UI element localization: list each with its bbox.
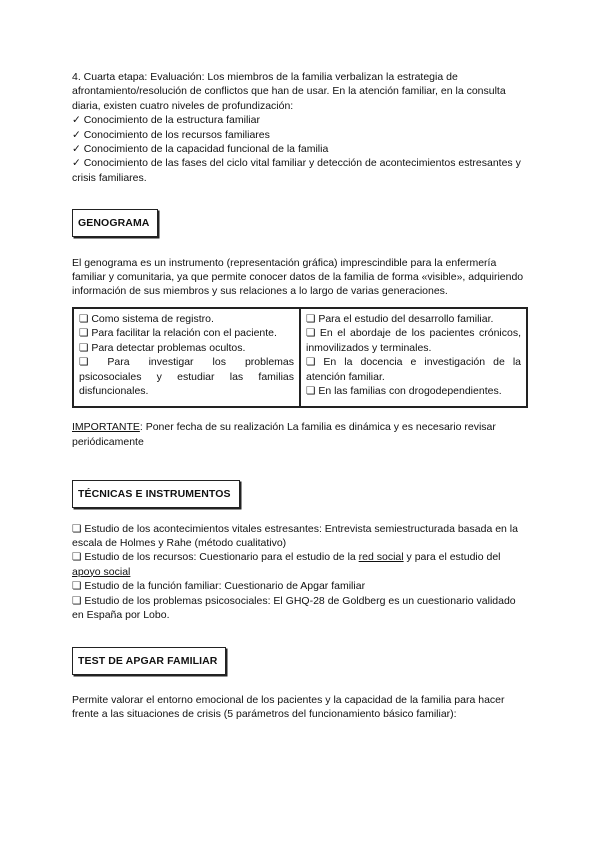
red-social-link[interactable]: red social — [358, 551, 404, 564]
use-item: ❏ Para investigar los problemas psicosociales y estudiar las familias disfuncionales. — [79, 356, 294, 397]
level-item: ✓ Conocimiento de la capacidad funcional de la familia — [72, 143, 329, 156]
tecnica-item: ❏ Estudio de la función familiar: Cuestionario de Apgar familiar — [72, 580, 366, 593]
uses-left-cell — [73, 308, 300, 407]
tecnica-text: ❏ Estudio de los recursos: Cuestionario para el estudio de la — [72, 551, 359, 564]
stage4-paragraph: 4. Cuarta etapa: Evaluación: Los miembros de la familia verbalizan la estrategia de afrontamiento/resolución de conflictos que han de usar. En la atención familiar, en la consulta diaria, existen cuatro niveles de profundización: — [72, 71, 506, 112]
document-page — [72, 70, 528, 722]
level-item: ✓ Conocimiento de las fases del ciclo vital familiar y detección de acontecimientos estresantes y crisis familiares. — [72, 157, 521, 184]
tecnica-item — [72, 550, 528, 579]
use-item: ❏ Para facilitar la relación con el paciente. — [79, 327, 277, 340]
tecnica-item: ❏ Estudio de los acontecimientos vitales estresantes: Entrevista semiestructurada basada en la escala de Holmes y Rahe (método cualitativo) — [72, 522, 518, 549]
tecnica-item: ❏ Estudio de los problemas psicosociales: El GHQ-28 de Goldberg es un cuestionario validado en España por Lobo. — [72, 594, 516, 621]
genograma-intro: El genograma es un instrumento (representación gráfica) imprescindible para la enfermería familiar y comunitaria, ya que permite conocer datos de la familia de forma «visible», adquiriendo información de sus miembros y sus relaciones a lo largo de varias generaciones. — [72, 256, 524, 298]
use-item: ❏ Para detectar problemas ocultos. — [79, 341, 246, 354]
use-item: ❏ Para el estudio del desarrollo familiar. — [306, 312, 494, 325]
apgar-intro: Permite valorar el entorno emocional de los pacientes y la capacidad de la familia para hacer frente a las situaciones de crisis (5 parámetros del funcionamiento básico familiar): — [72, 693, 505, 721]
genograma-heading: GENOGRAMA — [72, 209, 158, 236]
use-item: ❏ En la docencia e investigación de la atención familiar. — [306, 356, 521, 383]
apgar-heading: TEST DE APGAR FAMILIAR — [72, 647, 226, 674]
important-text: : Poner fecha de su realización La familia es dinámica y es necesario revisar periódicamente — [72, 421, 496, 448]
use-item: ❏ En las familias con drogodependientes. — [306, 384, 502, 397]
use-item: ❏ Como sistema de registro. — [79, 312, 214, 325]
level-item: ✓ Conocimiento de la estructura familiar — [72, 114, 260, 127]
genograma-uses-table — [72, 307, 528, 408]
level-item: ✓ Conocimiento de los recursos familiares — [72, 128, 270, 141]
tecnicas-heading: TÉCNICAS E INSTRUMENTOS — [72, 480, 240, 507]
use-item: ❏ En el abordaje de los pacientes crónicos, inmovilizados y terminales. — [306, 327, 521, 354]
tecnica-text: y para el estudio del — [403, 551, 501, 564]
important-note — [72, 420, 528, 449]
important-label: IMPORTANTE — [72, 421, 140, 434]
apoyo-social-link[interactable]: apoyo social — [72, 565, 131, 578]
uses-right-cell — [300, 308, 527, 407]
